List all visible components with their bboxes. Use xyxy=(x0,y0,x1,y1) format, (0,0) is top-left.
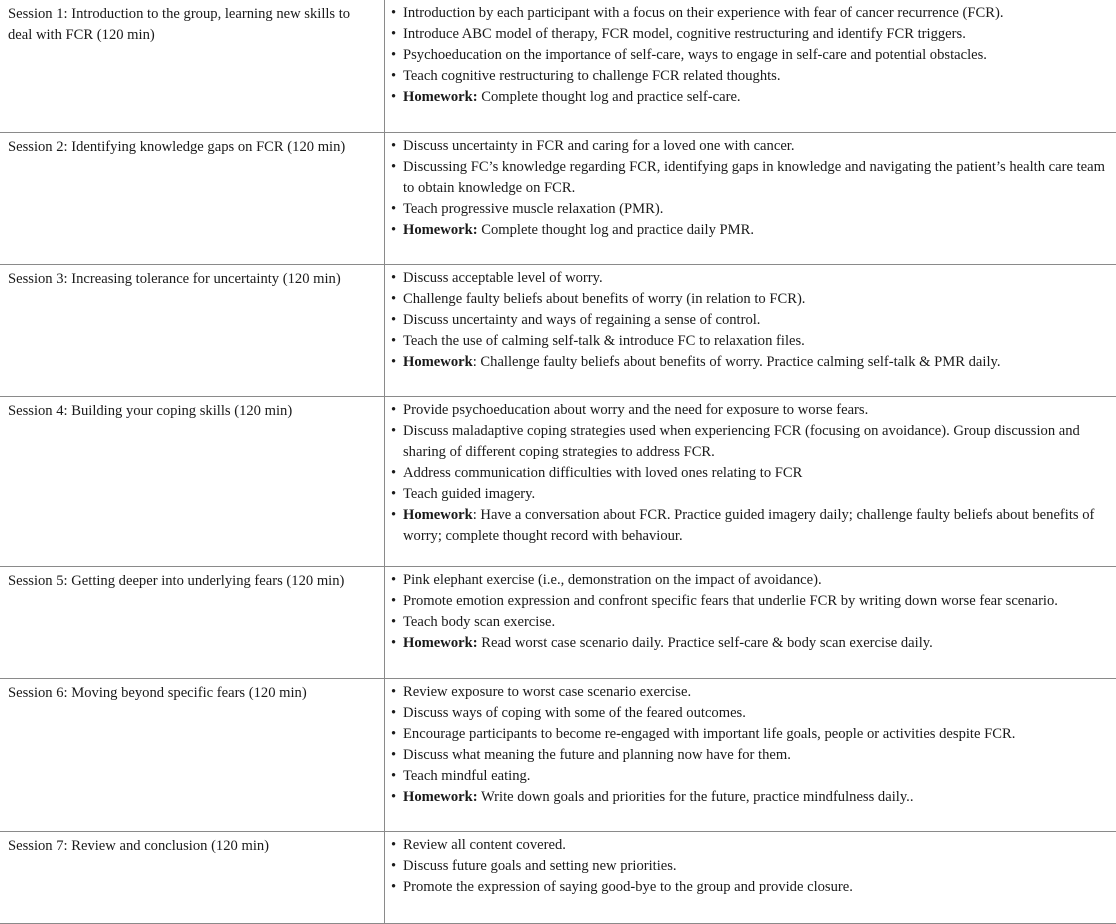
session-list-item xyxy=(391,157,1110,199)
bullet-icon: • xyxy=(391,199,396,220)
session-list-item xyxy=(391,220,1110,241)
session-list-item xyxy=(391,421,1110,463)
item-text: Complete thought log and practice daily PMR. xyxy=(478,222,754,238)
session-row xyxy=(0,264,1116,396)
bullet-icon: • xyxy=(391,682,396,703)
bullet-icon: • xyxy=(391,45,396,66)
session-list-item xyxy=(391,484,1110,505)
homework-label: Homework xyxy=(403,507,473,523)
item-text: Teach guided imagery. xyxy=(403,486,535,502)
homework-label: Homework xyxy=(403,354,473,370)
bullet-icon: • xyxy=(391,570,396,591)
bullet-icon: • xyxy=(391,24,396,45)
bullet-icon: • xyxy=(391,87,396,108)
item-text: Promote the expression of saying good-bye to the group and provide closure. xyxy=(403,879,853,895)
session-list-item xyxy=(391,45,1110,66)
item-text: Write down goals and priorities for the future, practice mindfulness daily.. xyxy=(478,789,914,805)
bullet-icon: • xyxy=(391,400,396,421)
bullet-icon: • xyxy=(391,463,396,484)
session-list-item xyxy=(391,24,1110,45)
session-title: Session 3: Increasing tolerance for uncertainty (120 min) xyxy=(0,264,385,396)
bullet-icon: • xyxy=(391,484,396,505)
session-list-item xyxy=(391,268,1110,289)
item-text: Discuss ways of coping with some of the feared outcomes. xyxy=(403,705,746,721)
session-list-item xyxy=(391,289,1110,310)
homework-label: Homework: xyxy=(403,89,478,105)
session-list-item xyxy=(391,199,1110,220)
session-list-item xyxy=(391,612,1110,633)
bullet-icon: • xyxy=(391,421,396,442)
item-text: Encourage participants to become re-engaged with important life goals, people or activities despite FCR. xyxy=(403,726,1015,742)
bullet-icon: • xyxy=(391,633,396,654)
session-list-item xyxy=(391,766,1110,787)
bullet-icon: • xyxy=(391,3,396,24)
session-title: Session 1: Introduction to the group, learning new skills to deal with FCR (120 min) xyxy=(0,0,385,132)
session-content xyxy=(385,132,1116,264)
bullet-icon: • xyxy=(391,220,396,241)
item-text: Teach mindful eating. xyxy=(403,768,530,784)
item-text: Introduce ABC model of therapy, FCR model, cognitive restructuring and identify FCR triggers. xyxy=(403,26,966,42)
item-text: Challenge faulty beliefs about benefits of worry (in relation to FCR). xyxy=(403,291,805,307)
bullet-icon: • xyxy=(391,877,396,898)
item-text: Discuss what meaning the future and planning now have for them. xyxy=(403,747,791,763)
session-list-item xyxy=(391,877,1110,898)
bullet-icon: • xyxy=(391,136,396,157)
bullet-icon: • xyxy=(391,289,396,310)
session-title: Session 2: Identifying knowledge gaps on FCR (120 min) xyxy=(0,132,385,264)
session-row xyxy=(0,566,1116,678)
session-title: Session 5: Getting deeper into underlying fears (120 min) xyxy=(0,566,385,678)
item-text: Teach body scan exercise. xyxy=(403,614,555,630)
item-text: Teach the use of calming self-talk & introduce FC to relaxation files. xyxy=(403,333,805,349)
bullet-icon: • xyxy=(391,66,396,87)
bullet-icon: • xyxy=(391,310,396,331)
session-list-item xyxy=(391,3,1110,24)
item-text: Read worst case scenario daily. Practice self-care & body scan exercise daily. xyxy=(478,635,933,651)
item-text: Discuss maladaptive coping strategies used when experiencing FCR (focusing on avoidance). Group discussion and sharing of different coping strategies to address FCR. xyxy=(403,423,1080,460)
session-list-item xyxy=(391,835,1110,856)
homework-label: Homework: xyxy=(403,222,478,238)
item-text: Teach progressive muscle relaxation (PMR). xyxy=(403,201,663,217)
session-list-item xyxy=(391,505,1110,547)
item-text: : Challenge faulty beliefs about benefits of worry. Practice calming self-talk & PMR daily. xyxy=(473,354,1001,370)
item-text: Discussing FC’s knowledge regarding FCR, identifying gaps in knowledge and navigating the patient’s health care team to obtain knowledge on FCR. xyxy=(403,159,1105,196)
session-content xyxy=(385,566,1116,678)
session-content xyxy=(385,678,1116,831)
session-list-item xyxy=(391,570,1110,591)
session-row xyxy=(0,396,1116,566)
session-content xyxy=(385,264,1116,396)
session-list-item xyxy=(391,703,1110,724)
bullet-icon: • xyxy=(391,352,396,373)
item-text: Promote emotion expression and confront specific fears that underlie FCR by writing down worse fear scenario. xyxy=(403,593,1058,609)
item-text: Pink elephant exercise (i.e., demonstration on the impact of avoidance). xyxy=(403,572,822,588)
bullet-icon: • xyxy=(391,505,396,526)
item-text: Discuss uncertainty and ways of regaining a sense of control. xyxy=(403,312,760,328)
session-content xyxy=(385,831,1116,923)
bullet-icon: • xyxy=(391,331,396,352)
item-text: Psychoeducation on the importance of self-care, ways to engage in self-care and potential obstacles. xyxy=(403,47,987,63)
session-title: Session 6: Moving beyond specific fears (120 min) xyxy=(0,678,385,831)
bullet-icon: • xyxy=(391,766,396,787)
homework-label: Homework: xyxy=(403,635,478,651)
item-text: Discuss future goals and setting new priorities. xyxy=(403,858,677,874)
bullet-icon: • xyxy=(391,703,396,724)
bullet-icon: • xyxy=(391,724,396,745)
session-list-item xyxy=(391,856,1110,877)
bullet-icon: • xyxy=(391,787,396,808)
session-title: Session 4: Building your coping skills (120 min) xyxy=(0,396,385,566)
session-list-item xyxy=(391,682,1110,703)
item-text: Complete thought log and practice self-care. xyxy=(478,89,741,105)
item-text: Discuss acceptable level of worry. xyxy=(403,270,603,286)
session-list-item xyxy=(391,633,1110,654)
session-row xyxy=(0,678,1116,831)
item-text: Teach cognitive restructuring to challenge FCR related thoughts. xyxy=(403,68,781,84)
bullet-icon: • xyxy=(391,612,396,633)
session-list-item xyxy=(391,463,1110,484)
session-list-item xyxy=(391,136,1110,157)
session-list-item xyxy=(391,87,1110,108)
session-row xyxy=(0,831,1116,923)
session-list-item xyxy=(391,310,1110,331)
session-content xyxy=(385,396,1116,566)
item-text: Provide psychoeducation about worry and the need for exposure to worse fears. xyxy=(403,402,868,418)
item-text: Review exposure to worst case scenario exercise. xyxy=(403,684,691,700)
item-text: Introduction by each participant with a focus on their experience with fear of cancer recurrence (FCR). xyxy=(403,5,1004,21)
bullet-icon: • xyxy=(391,268,396,289)
bullet-icon: • xyxy=(391,591,396,612)
session-list-item xyxy=(391,66,1110,87)
session-list-item xyxy=(391,591,1110,612)
homework-label: Homework: xyxy=(403,789,478,805)
session-list-item xyxy=(391,331,1110,352)
session-list-item xyxy=(391,400,1110,421)
session-row xyxy=(0,132,1116,264)
bullet-icon: • xyxy=(391,835,396,856)
item-text: Review all content covered. xyxy=(403,837,566,853)
item-text: Address communication difficulties with loved ones relating to FCR xyxy=(403,465,802,481)
item-text: : Have a conversation about FCR. Practice guided imagery daily; challenge faulty beliefs about benefits of worry; complete thought record with behaviour. xyxy=(403,507,1094,544)
session-list-item xyxy=(391,787,1110,808)
session-list-item xyxy=(391,352,1110,373)
session-list-item xyxy=(391,724,1110,745)
bullet-icon: • xyxy=(391,157,396,178)
session-row xyxy=(0,0,1116,132)
bullet-icon: • xyxy=(391,745,396,766)
bullet-icon: • xyxy=(391,856,396,877)
session-list-item xyxy=(391,745,1110,766)
item-text: Discuss uncertainty in FCR and caring for a loved one with cancer. xyxy=(403,138,795,154)
session-title: Session 7: Review and conclusion (120 min) xyxy=(0,831,385,923)
session-content xyxy=(385,0,1116,132)
